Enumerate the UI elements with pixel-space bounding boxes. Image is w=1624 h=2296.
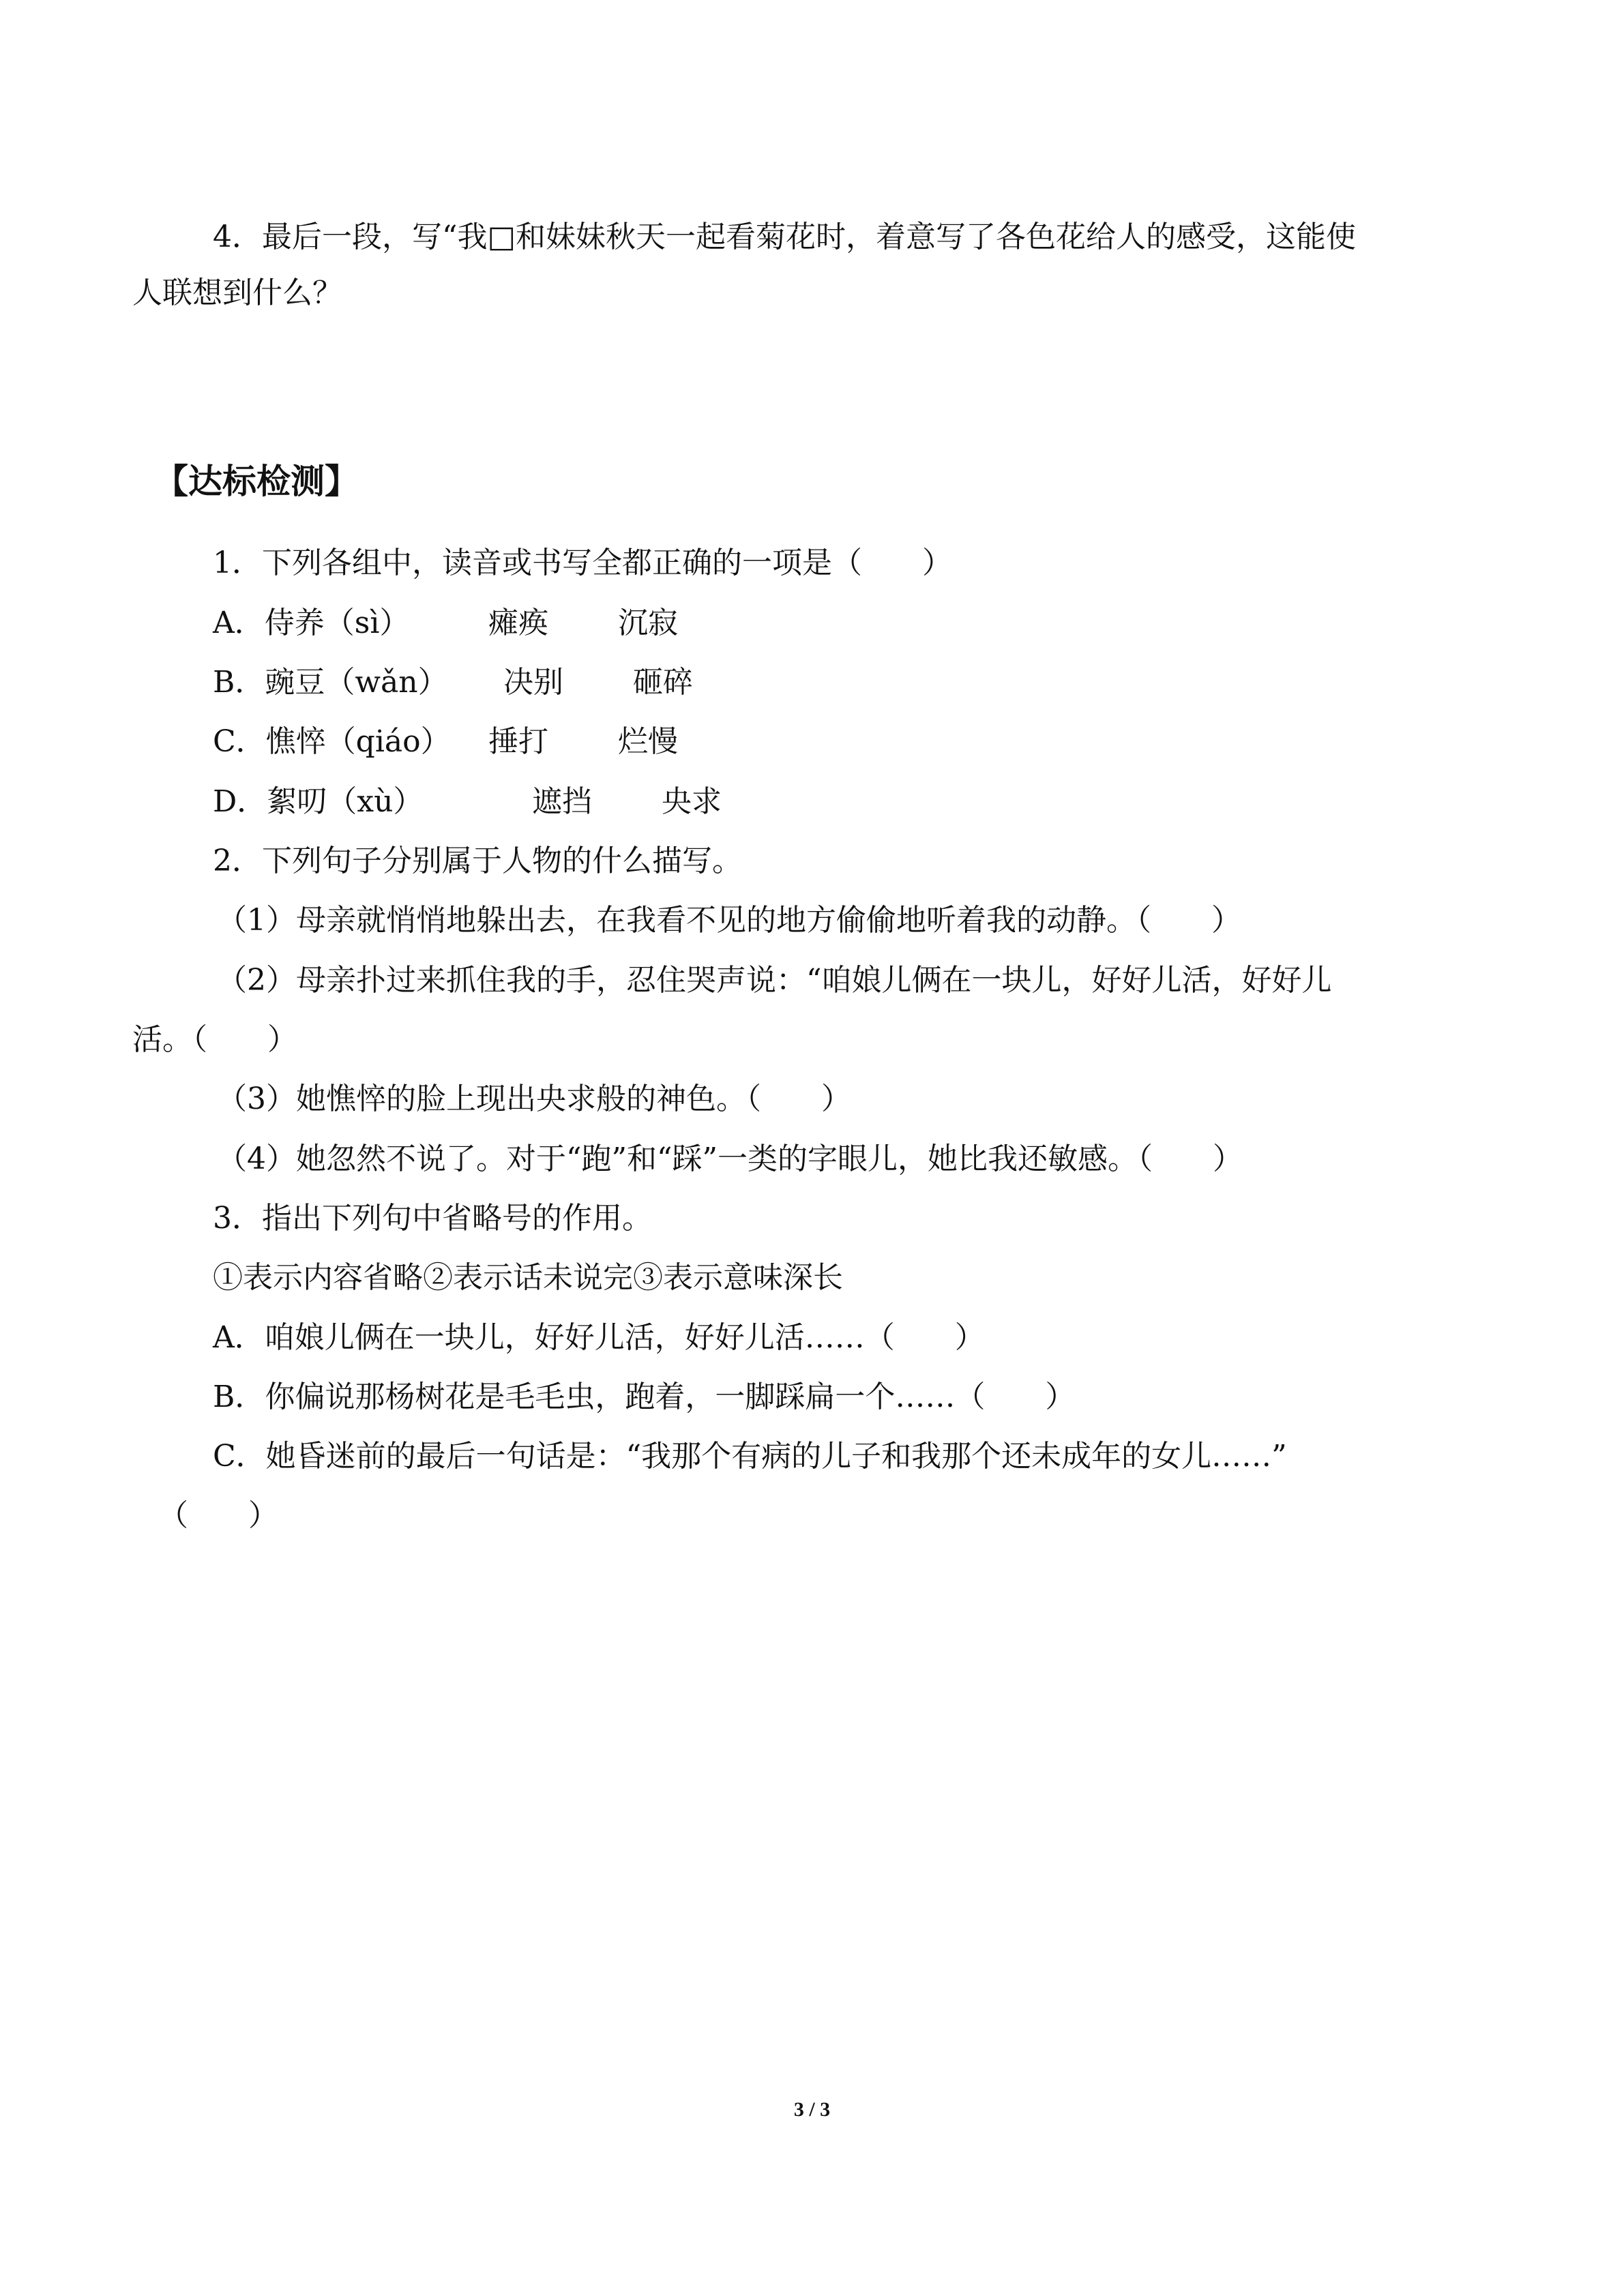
q3-stem: 3．指出下列句中省略号的作用。 — [213, 1201, 652, 1236]
q1-option-d-label: D．絮叨（xù） — [213, 784, 424, 819]
section-title: 【达标检测】 — [154, 462, 359, 501]
q3-item-c-continued: （ ） — [158, 1498, 278, 1533]
q1-option-d-word1: 遮挡 — [532, 784, 592, 819]
q2-item-4: （4）她忽然不说了。对于“跑”和“踩”一类的字眼儿，她比我还敏感。（ ） — [217, 1142, 1243, 1176]
q1-option-c-word2: 烂慢 — [618, 724, 678, 759]
page-number: 3 / 3 — [793, 2098, 831, 2121]
q3-item-b: B．你偏说那杨树花是毛毛虫，跑着，一脚踩扁一个……（ ） — [213, 1380, 1076, 1414]
q1-option-a-word2: 沉寂 — [618, 606, 678, 640]
q1-option-c-label: C．憔悴（qiáo） — [213, 724, 451, 759]
q1-option-c-word1: 捶打 — [488, 724, 548, 759]
q1-option-d-word2: 央求 — [662, 784, 722, 819]
q1-option-b-word1: 决别 — [503, 665, 563, 700]
q1-option-a-label: A．侍养（sì） — [213, 606, 410, 640]
q1-option-a-word1: 瘫痪 — [488, 606, 548, 640]
q1-option-b-word2: 砸碎 — [633, 665, 693, 700]
q1-stem: 1．下列各组中，读音或书写全都正确的一项是（ ） — [213, 546, 952, 580]
q2-item-3: （3）她憔悴的脸上现出央求般的神色。（ ） — [217, 1082, 851, 1116]
q2-item-2-continued: 活。（ ） — [132, 1022, 297, 1057]
q2-item-2: （2）母亲扑过来抓住我的手，忍住哭声说：“咱娘儿俩在一块儿，好好儿活，好好儿 — [217, 963, 1332, 998]
q2-stem: 2．下列句子分别属于人物的什么描写。 — [213, 844, 742, 878]
question4-line1: 4．最后一段，写“我□和妹妹秋天一起看菊花时，着意写了各色花给人的感受，这能使 — [213, 220, 1357, 254]
q2-item-1: （1）母亲就悄悄地躲出去，在我看不见的地方偷偷地听着我的动静。（ ） — [217, 903, 1241, 938]
q3-item-a: A．咱娘儿俩在一块儿，好好儿活，好好儿活……（ ） — [213, 1320, 985, 1355]
q3-item-c: C．她昏迷前的最后一句话是：“我那个有病的儿子和我那个还未成年的女儿……” — [213, 1439, 1287, 1474]
question4-line2: 人联想到什么？ — [132, 275, 342, 310]
q3-legend: ①表示内容省略②表示话未说完③表示意味深长 — [213, 1260, 843, 1295]
q1-option-b-label: B．豌豆（wǎn） — [213, 665, 448, 700]
